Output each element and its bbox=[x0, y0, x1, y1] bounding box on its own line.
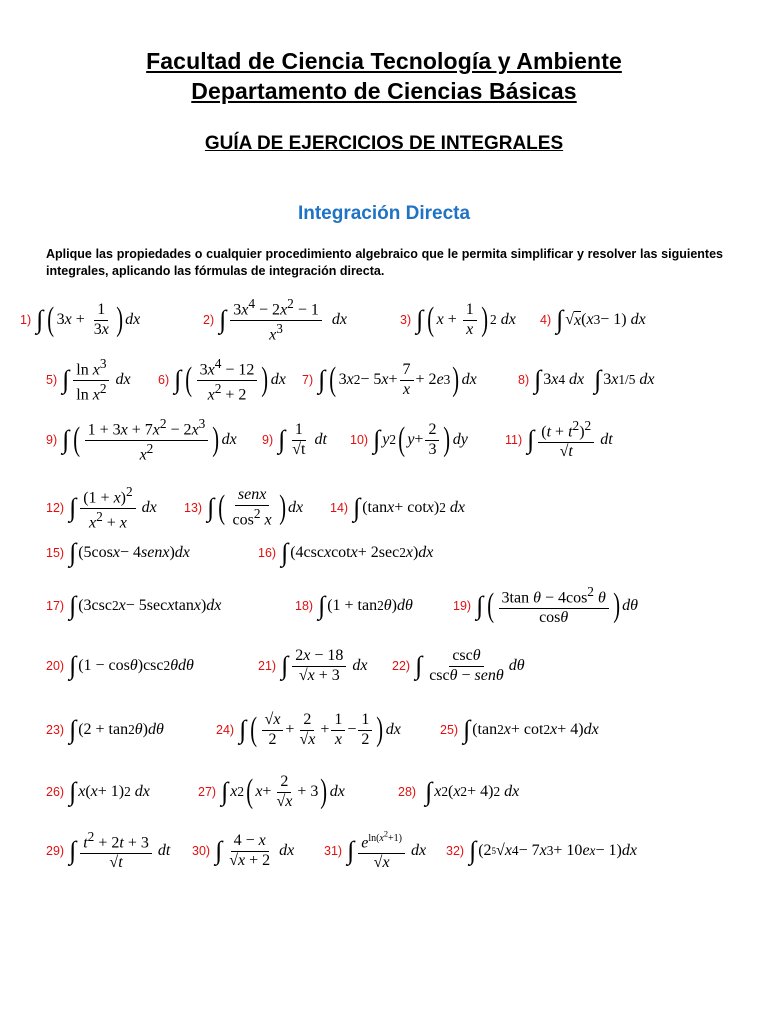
exercise-row bbox=[0, 823, 768, 879]
exercise-expression: ∫ ( $\frac{1 + 3x + 7x^2 - 2x^3}{x^2}$ ) dx bbox=[62, 415, 237, 463]
exercise-number: 9) bbox=[46, 433, 58, 447]
exercise-item bbox=[258, 525, 433, 581]
exercise-expression: ∫ ( $\frac{\text{senx}}{\cos^2 x}$ ) dx bbox=[207, 486, 304, 529]
exercise-number: 8) bbox=[518, 373, 530, 387]
instructions: Aplique las propiedades o cualquier procedimiento algebraico que le permita simplificar y resolver las siguientes integrales, aplicando las fórmulas de integración directa. bbox=[46, 247, 723, 278]
exercise-item bbox=[46, 412, 237, 468]
exercise-number: 10) bbox=[350, 433, 369, 447]
exercise-expression: ∫ (tan x + cot x ) 2 dx bbox=[353, 493, 465, 522]
exercise-number: 9) bbox=[262, 433, 274, 447]
exercise-item bbox=[216, 702, 401, 758]
exercise-expression: ∫ (2 + tan 2 θ ) dθ bbox=[69, 715, 164, 744]
exercise-number: 19) bbox=[453, 599, 472, 613]
exercise-expression: ∫ x 2 ( x 2 + 4) 2 dx bbox=[425, 777, 520, 806]
exercise-number: 22) bbox=[392, 659, 411, 673]
exercise-expression: ∫ $\frac{t^2 + 2t + 3}{√t}$ dt bbox=[69, 829, 171, 872]
exercise-number: 24) bbox=[216, 723, 235, 737]
exercise-number: 23) bbox=[46, 723, 65, 737]
exercise-number: 4) bbox=[540, 313, 552, 327]
exercise-number: 31) bbox=[324, 844, 343, 858]
exercise-expression: ∫ ( $\frac{√x}{2}$ + $\frac{2}{√x}$ + $\frac{1}{x}$ − $\frac{1}{2}$ ) dx bbox=[239, 711, 401, 748]
exercise-number: 29) bbox=[46, 844, 65, 858]
exercise-item bbox=[453, 578, 638, 634]
exercise-expression: ∫ $\frac{\ln x^3}{\ln x^2}$ dx bbox=[62, 355, 131, 403]
exercise-item bbox=[350, 412, 468, 468]
exercise-expression: ∫ ( 3 x 2 − 5 x + $\frac{7}{x}$ + 2 e 3 ) dx bbox=[318, 361, 477, 398]
exercise-number: 28) bbox=[398, 785, 417, 799]
exercise-number: 14) bbox=[330, 501, 349, 515]
exercise-number: 15) bbox=[46, 546, 65, 560]
exercise-row bbox=[0, 764, 768, 820]
exercise-item bbox=[46, 764, 150, 820]
exercise-expression: ∫ $\frac{e^{ln(x^2+1)}}{√x}$ dx bbox=[347, 829, 427, 871]
section-title: Integración Directa bbox=[297, 203, 471, 224]
exercise-item bbox=[46, 702, 164, 758]
exercise-expression: ∫ (2 5 √ x 4 − 7 x 3 + 10 e x − 1) dx bbox=[469, 836, 637, 865]
exercise-item bbox=[446, 823, 637, 879]
exercise-item bbox=[46, 352, 131, 408]
exercise-row bbox=[0, 638, 768, 694]
exercise-item bbox=[20, 292, 140, 348]
exercise-number: 11) bbox=[505, 433, 523, 447]
exercise-expression: ∫ y 2 ( y + $\frac{2}{3}$ ) dy bbox=[373, 421, 468, 458]
exercise-item bbox=[46, 578, 221, 634]
exercise-number: 16) bbox=[258, 546, 277, 560]
exercise-number: 26) bbox=[46, 785, 65, 799]
exercise-item bbox=[540, 292, 646, 348]
guide-title: GUÍA DE EJERCICIOS DE INTEGRALES bbox=[204, 133, 564, 154]
exercise-number: 32) bbox=[446, 844, 465, 858]
exercise-item bbox=[505, 412, 613, 468]
exercise-number: 30) bbox=[192, 844, 211, 858]
exercise-expression: ∫ √ x ( x 3 − 1) dx bbox=[556, 305, 646, 334]
exercise-expression: ∫ (4csc x cot x + 2sec 2 x ) dx bbox=[281, 538, 434, 567]
exercise-item bbox=[198, 764, 345, 820]
exercise-item bbox=[203, 292, 347, 348]
exercise-row bbox=[0, 702, 768, 758]
exercise-expression: ∫ x 2 ( x + $\frac{2}{√x}$ + 3 ) dx bbox=[221, 773, 345, 810]
exercise-number: 25) bbox=[440, 723, 459, 737]
exercise-row bbox=[0, 412, 768, 468]
exercise-expression: ∫ $\frac{2x - 18}{√x + 3}$ dx bbox=[281, 647, 368, 684]
exercise-item bbox=[258, 638, 367, 694]
exercise-item bbox=[440, 702, 599, 758]
exercise-number: 6) bbox=[158, 373, 170, 387]
exercise-expression: ∫ $\frac{1}{√t}$ dt bbox=[278, 421, 327, 458]
exercise-number: 2) bbox=[203, 313, 215, 327]
exercise-number: 12) bbox=[46, 501, 65, 515]
exercise-expression: ∫ $\frac{(t + t^2)^2}{√t}$ dt bbox=[527, 418, 613, 461]
exercise-item bbox=[46, 823, 170, 879]
exercise-item bbox=[302, 352, 477, 408]
exercise-expression: ∫ 3 x 4 dx ∫ 3 x 1/5 dx bbox=[534, 365, 655, 394]
exercise-item bbox=[46, 638, 194, 694]
exercise-number: 13) bbox=[184, 501, 203, 515]
exercise-expression: ∫ (tan 2 x + cot 2 x + 4) dx bbox=[463, 715, 599, 744]
faculty-title: Facultad de Ciencia Tecnología y Ambiente bbox=[146, 48, 622, 74]
exercise-item bbox=[398, 764, 519, 820]
exercise-item bbox=[192, 823, 294, 879]
exercise-expression: ∫ $\frac{4 - x}{√x + 2}$ dx bbox=[215, 832, 295, 869]
exercise-expression: ∫ $\frac{\csc\theta}{\text{cscθ − senθ}}$ dθ bbox=[415, 647, 525, 684]
exercise-number: 3) bbox=[400, 313, 412, 327]
exercise-expression: ∫ (3csc 2 x − 5sec x tan x ) dx bbox=[69, 591, 222, 620]
exercise-item bbox=[518, 352, 655, 408]
exercise-expression: ∫ $\frac{3x^4 - 2x^2 - 1}{x^3}$ dx bbox=[219, 295, 347, 343]
exercise-expression: ∫ ( 3 x + $\frac{1}{3x}$ ) dx bbox=[36, 301, 141, 338]
exercise-row bbox=[0, 525, 768, 581]
exercise-item bbox=[46, 525, 190, 581]
exercise-expression: ∫ (1 + tan 2 θ ) dθ bbox=[318, 591, 413, 620]
exercise-expression: ∫ ( $\frac{3\tan \theta - 4\cos^2 \theta}{\cos\theta}$ ) dθ bbox=[476, 584, 639, 627]
exercise-item bbox=[295, 578, 413, 634]
exercise-item bbox=[392, 638, 525, 694]
exercise-item bbox=[158, 352, 286, 408]
exercise-expression: ∫ ( $\frac{3x^4 - 12}{x^2 + 2}$ ) dx bbox=[174, 355, 286, 403]
exercise-row bbox=[0, 578, 768, 634]
exercise-item bbox=[400, 292, 516, 348]
department-title: Departamento de Ciencias Básicas bbox=[191, 78, 577, 104]
exercise-number: 1) bbox=[20, 313, 32, 327]
exercise-number: 5) bbox=[46, 373, 58, 387]
exercise-item bbox=[262, 412, 327, 468]
exercise-number: 27) bbox=[198, 785, 217, 799]
exercise-number: 20) bbox=[46, 659, 65, 673]
exercise-expression: ∫ $\frac{(1 + x)^2}{x^2 + x}$ dx bbox=[69, 483, 157, 531]
exercise-expression: ∫ ( x + $\frac{1}{x}$ ) 2 dx bbox=[416, 301, 516, 338]
exercise-number: 18) bbox=[295, 599, 314, 613]
exercise-expression: ∫ (1 − cos θ )csc 2 θdθ bbox=[69, 651, 194, 680]
exercise-expression: ∫ (5cos x − 4 senx ) dx bbox=[69, 538, 190, 567]
exercise-number: 7) bbox=[302, 373, 314, 387]
exercise-number: 17) bbox=[46, 599, 65, 613]
exercise-row bbox=[0, 352, 768, 408]
exercise-row bbox=[0, 292, 768, 348]
exercise-number: 21) bbox=[258, 659, 277, 673]
exercise-item bbox=[324, 823, 426, 879]
exercise-expression: ∫ x ( x + 1) 2 dx bbox=[69, 777, 150, 806]
